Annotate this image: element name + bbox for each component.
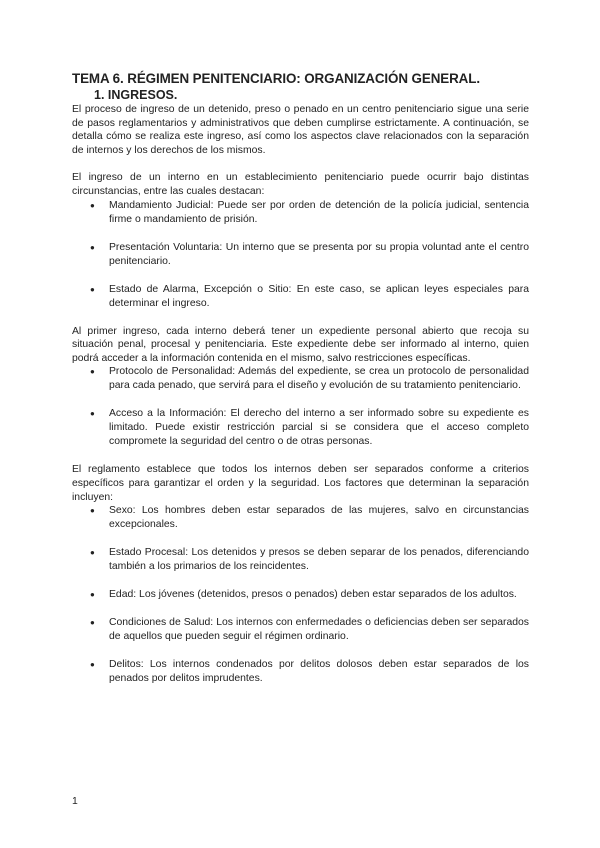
paragraph-separacion: El reglamento establece que todos los internos deben ser separados conforme a criterios específicos para garantizar el orden y la seguridad. Los factores que determinan la separación incluyen: (72, 464, 529, 503)
ingreso-circunstancias-list (72, 199, 529, 311)
paragraph-ingreso-circunstancias: El ingreso de un interno en un establecimiento penitenciario puede ocurrir bajo distintas circunstancias, entre las cuales destacan: (72, 172, 529, 197)
list-item: ● Estado de Alarma, Excepción o Sitio: En este caso, se aplican leyes especiales para determinar el ingreso. (72, 283, 529, 311)
paragraph-intro: El proceso de ingreso de un detenido, preso o penado en un centro penitenciario sigue una serie de pasos reglamentarios y administrativos que deben cumplirse estrictamente. A continuación, se detalla cómo se realiza este ingreso, así como los aspectos clave relacionados con la separación de internos y los derechos de los mismos. (72, 104, 529, 156)
list-item: ● Sexo: Los hombres deben estar separados de las mujeres, salvo en circunstancias excepcionales. (72, 504, 529, 532)
document-title: TEMA 6. RÉGIMEN PENITENCIARIO: ORGANIZACIÓN GENERAL. (72, 71, 480, 86)
list-item: ● Edad: Los jóvenes (detenidos, presos o penados) deben estar separados de los adultos. (72, 588, 529, 602)
page-number: 1 (72, 796, 78, 807)
list-item: ● Condiciones de Salud: Los internos con enfermedades o deficiencias deben ser separados de aquellos que pueden seguir el régimen ordinario. (72, 616, 529, 644)
list-item: ● Protocolo de Personalidad: Además del expediente, se crea un protocolo de personalidad para cada penado, que servirá para el diseño y evolución de su tratamiento penitenciario. (72, 365, 529, 393)
expediente-list (72, 365, 529, 449)
list-item: ● Mandamiento Judicial: Puede ser por orden de detención de la policía judicial, sentencia firme o mandamiento de prisión. (72, 199, 529, 227)
list-item: ● Acceso a la Información: El derecho del interno a ser informado sobre su expediente es limitado. Puede existir restricción parcial si se considera que el acceso completo compromete la seguridad del centro o de otras personas. (72, 407, 529, 449)
list-item: ● Estado Procesal: Los detenidos y presos se deben separar de los penados, diferenciando también a los primarios de los reincidentes. (72, 546, 529, 574)
list-item: ● Delitos: Los internos condenados por delitos dolosos deben estar separados de los penados por delitos imprudentes. (72, 658, 529, 686)
paragraph-expediente: Al primer ingreso, cada interno deberá tener un expediente personal abierto que recoja su situación penal, procesal y penitenciaria. Este expediente debe ser informado al interno, quien podrá acceder a la información contenida en el mismo, salvo restricciones específicas. (72, 325, 529, 364)
list-item: ● Presentación Voluntaria: Un interno que se presenta por su propia voluntad ante el centro penitenciario. (72, 241, 529, 269)
document-page (72, 70, 529, 686)
section-heading: 1. INGRESOS. (94, 88, 178, 102)
separacion-list (72, 504, 529, 686)
